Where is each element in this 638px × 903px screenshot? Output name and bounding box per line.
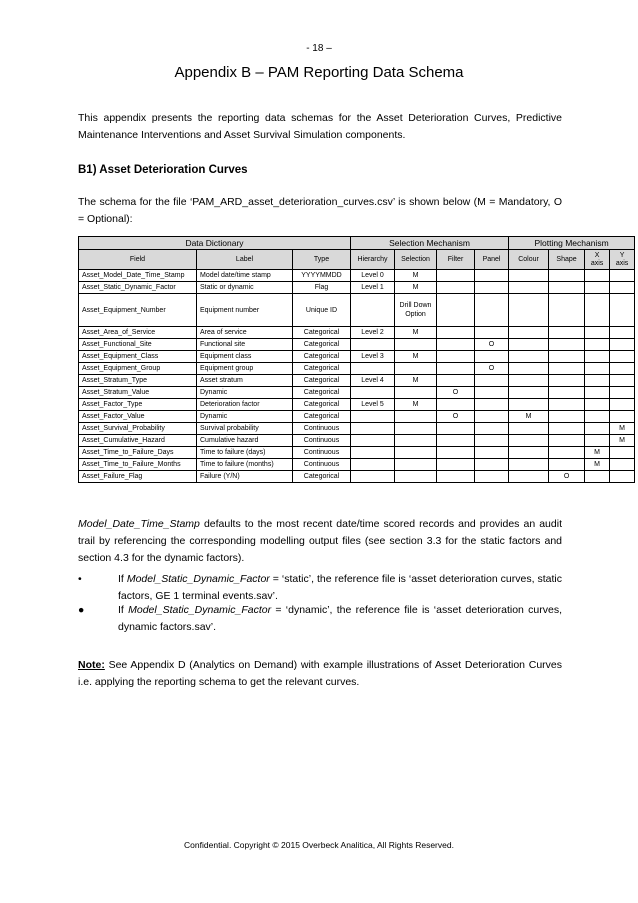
table-cell: Continuous [293,459,351,471]
table-row [79,399,635,411]
table-cell: Categorical [293,351,351,363]
table-cell: Asset_Factor_Value [79,411,197,423]
table-row [79,447,635,459]
column-header: Label [197,250,293,270]
table-cell [610,294,635,327]
table-cell: M [610,423,635,435]
table-cell: M [395,327,437,339]
table-cell [585,435,610,447]
bullet-mark: • [78,573,82,585]
table-row [79,270,635,282]
table-cell [549,447,585,459]
table-cell [395,447,437,459]
table-cell [437,294,475,327]
table-cell [351,363,395,375]
table-cell: M [585,459,610,471]
table-row [79,423,635,435]
table-cell: M [610,435,635,447]
table-cell: Asset_Equipment_Class [79,351,197,363]
table-row [79,375,635,387]
table-cell [610,411,635,423]
table-cell [475,351,509,363]
table-cell [437,363,475,375]
table-cell [509,399,549,411]
table-cell [585,471,610,483]
table-cell: Continuous [293,447,351,459]
table-cell: Categorical [293,363,351,375]
table-row [79,363,635,375]
table-cell [395,363,437,375]
table-cell [549,351,585,363]
table-cell: Equipment class [197,351,293,363]
table-row [79,339,635,351]
table-cell [509,363,549,375]
table-cell [610,339,635,351]
table-cell [437,399,475,411]
table-cell: O [475,363,509,375]
table-cell: YYYYMMDD [293,270,351,282]
table-cell: Asset_Cumulative_Hazard [79,435,197,447]
table-cell [549,459,585,471]
table-cell: Level 0 [351,270,395,282]
table-cell [610,270,635,282]
table-cell [437,270,475,282]
table-cell: Level 4 [351,375,395,387]
table-cell [509,282,549,294]
table-cell [351,471,395,483]
table-row [79,435,635,447]
column-header: Y axis [610,250,635,270]
table-cell [509,387,549,399]
table-cell [351,435,395,447]
table-cell: Continuous [293,435,351,447]
table-cell [610,282,635,294]
table-cell: Functional site [197,339,293,351]
table-cell: Asset_Static_Dynamic_Factor [79,282,197,294]
table-cell [395,294,437,327]
column-header: Panel [475,250,509,270]
table-cell [351,411,395,423]
table-row [79,411,635,423]
table-cell [475,447,509,459]
table-cell [475,411,509,423]
table-cell [585,294,610,327]
table-cell [395,435,437,447]
table-cell: Asset stratum [197,375,293,387]
table-cell: Asset_Equipment_Number [79,294,197,327]
table-cell [549,363,585,375]
table-cell [475,327,509,339]
table-cell [395,471,437,483]
table-cell [475,423,509,435]
table-cell [437,351,475,363]
column-header: X axis [585,250,610,270]
table-cell [437,282,475,294]
table-cell: Asset_Equipment_Group [79,363,197,375]
column-header: Hierarchy [351,250,395,270]
table-cell [509,294,549,327]
table-cell [509,423,549,435]
table-cell [549,435,585,447]
table-cell [610,327,635,339]
table-cell [549,411,585,423]
table-cell [610,363,635,375]
table-cell: M [395,282,437,294]
table-cell [351,447,395,459]
intro-paragraph: This appendix presents the reporting data schemas for the Asset Deterioration Curves, Predictive Maintenance Interventions and Asset Survival Simulation components. [78,112,562,141]
table-cell: Asset_Area_of_Service [79,327,197,339]
page-title: Appendix B – PAM Reporting Data Schema [174,64,464,81]
table-cell: Static or dynamic [197,282,293,294]
table-cell [509,435,549,447]
table-cell [437,435,475,447]
table-cell [610,387,635,399]
note-text: See Appendix D (Analytics on Demand) with example illustrations of Asset Deterioration Curves i.e. applying the reporting schema to get the relevant curves. [78,659,562,688]
bullet-post: = ‘dynamic’, the reference file is ‘asset deterioration curves, dynamic factors.sav’. [118,604,563,633]
table-cell [585,411,610,423]
group-header-selection-mechanism: Selection Mechanism [351,237,509,250]
table-row [79,282,635,294]
table-cell [509,471,549,483]
table-cell [610,375,635,387]
table-cell [475,375,509,387]
table-cell [549,270,585,282]
table-cell: Categorical [293,375,351,387]
drill-down-label: Drill Down Option [399,302,432,318]
table-cell: Continuous [293,423,351,435]
table-cell [351,423,395,435]
table-row [79,459,635,471]
column-header: Filter [437,250,475,270]
table-cell: Asset_Stratum_Type [79,375,197,387]
bullet-mark: ● [78,604,85,616]
table-cell [395,411,437,423]
table-cell: Categorical [293,411,351,423]
bullet-pre: If [118,573,127,585]
table-row [79,294,635,327]
section-heading: B1) Asset Deterioration Curves [78,164,248,176]
table-cell: Deterioration factor [197,399,293,411]
bullet-pre: If [118,604,129,616]
table-cell [509,327,549,339]
table-cell: Asset_Time_to_Failure_Months [79,459,197,471]
table-cell [585,375,610,387]
table-cell [395,459,437,471]
schema-intro-paragraph: The schema for the file ‘PAM_ARD_asset_deterioration_curves.csv’ is shown below (M = Mandatory, O = Optional): [78,196,562,225]
data-dictionary-table [78,236,635,483]
column-header: Colour [509,250,549,270]
table-cell: Failure (Y/N) [197,471,293,483]
table-cell: Equipment number [197,294,293,327]
table-cell: Dynamic [197,411,293,423]
table-cell [437,375,475,387]
table-cell [395,387,437,399]
table-cell [610,351,635,363]
table-cell: M [395,270,437,282]
table-cell: Asset_Functional_Site [79,339,197,351]
table-cell [475,270,509,282]
table-cell: O [475,339,509,351]
table-cell [585,339,610,351]
table-cell [509,375,549,387]
table-cell [475,387,509,399]
bullet-post: = ‘static’, the reference file is ‘asset deterioration curves, static factors, GE 1 terminal events.sav’. [118,573,562,602]
table-cell: Area of service [197,327,293,339]
table-cell [585,327,610,339]
model-date-term: Model_Date_Time_Stamp [78,518,200,530]
table-cell: Level 1 [351,282,395,294]
table-cell: Categorical [293,471,351,483]
table-cell [610,447,635,459]
table-cell: M [585,447,610,459]
table-cell [585,387,610,399]
table-cell: O [549,471,585,483]
table-cell [549,375,585,387]
column-header: Selection [395,250,437,270]
group-header-plotting-mechanism: Plotting Mechanism [509,237,635,250]
table-cell [549,399,585,411]
table-cell [351,294,395,327]
table-cell [509,459,549,471]
table-cell [585,423,610,435]
table-cell: Cumulative hazard [197,435,293,447]
table-cell [509,447,549,459]
table-cell: Asset_Factor_Type [79,399,197,411]
bullet-term: Model_Static_Dynamic_Factor [126,573,270,585]
column-header: Shape [549,250,585,270]
table-cell: Categorical [293,327,351,339]
table-cell: O [437,411,475,423]
table-cell [437,447,475,459]
table-cell: Time to failure (months) [197,459,293,471]
table-cell [475,294,509,327]
table-cell [475,282,509,294]
table-cell: Flag [293,282,351,294]
table-cell [509,351,549,363]
table-cell [549,339,585,351]
table-cell [437,459,475,471]
table-row [79,351,635,363]
table-cell [585,282,610,294]
table-cell [475,435,509,447]
table-cell [351,339,395,351]
table-cell: Level 2 [351,327,395,339]
table-cell [585,363,610,375]
table-cell: O [437,387,475,399]
model-date-text: defaults to the most recent date/time scored records and provides an audit trail by referencing the corresponding modelling output files (see section 3.3 for the static factors and section 4.3 for the dynamic factors). [78,518,562,564]
table-cell [509,339,549,351]
table-cell: Asset_Stratum_Value [79,387,197,399]
table-cell: M [509,411,549,423]
bullet-term: Model_Static_Dynamic_Factor [128,604,272,616]
footer-copyright: Confidential. Copyright © 2015 Overbeck Analitica, All Rights Reserved. [184,840,454,850]
table-cell: Level 5 [351,399,395,411]
table-cell [610,471,635,483]
table-cell: Categorical [293,339,351,351]
table-cell [437,423,475,435]
table-cell [549,423,585,435]
table-cell: Equipment group [197,363,293,375]
table-cell: Asset_Model_Date_Time_Stamp [79,270,197,282]
table-cell: Categorical [293,399,351,411]
model-date-paragraph [78,516,562,567]
table-cell [509,270,549,282]
table-cell [585,351,610,363]
note-paragraph [78,657,562,691]
table-cell [585,270,610,282]
table-cell [475,471,509,483]
page-number: - 18 – [306,43,332,54]
table-cell [549,294,585,327]
table-cell: Survival probability [197,423,293,435]
table-cell [610,399,635,411]
table-cell [475,399,509,411]
table-row [79,327,635,339]
table-cell: Time to failure (days) [197,447,293,459]
table-row [79,387,635,399]
table-cell [395,339,437,351]
table-cell [351,459,395,471]
table-cell [351,387,395,399]
table-cell: M [395,375,437,387]
table-cell: Asset_Failure_Flag [79,471,197,483]
table-cell: Asset_Time_to_Failure_Days [79,447,197,459]
table-row [79,471,635,483]
table-cell: M [395,351,437,363]
column-header: Type [293,250,351,270]
table-cell: Categorical [293,387,351,399]
table-cell [437,327,475,339]
table-cell [437,471,475,483]
table-cell [549,282,585,294]
table-cell [585,399,610,411]
table-cell: Unique ID [293,294,351,327]
column-header: Field [79,250,197,270]
table-cell [610,459,635,471]
table-cell [475,459,509,471]
table-cell [395,423,437,435]
note-label: Note: [78,659,105,671]
table-cell [437,339,475,351]
table-cell: Asset_Survival_Probability [79,423,197,435]
table-cell: Model date/time stamp [197,270,293,282]
table-cell [549,327,585,339]
table-cell [549,387,585,399]
table-cell: Level 3 [351,351,395,363]
table-cell: M [395,399,437,411]
group-header-data-dictionary: Data Dictionary [79,237,351,250]
table-cell: Dynamic [197,387,293,399]
